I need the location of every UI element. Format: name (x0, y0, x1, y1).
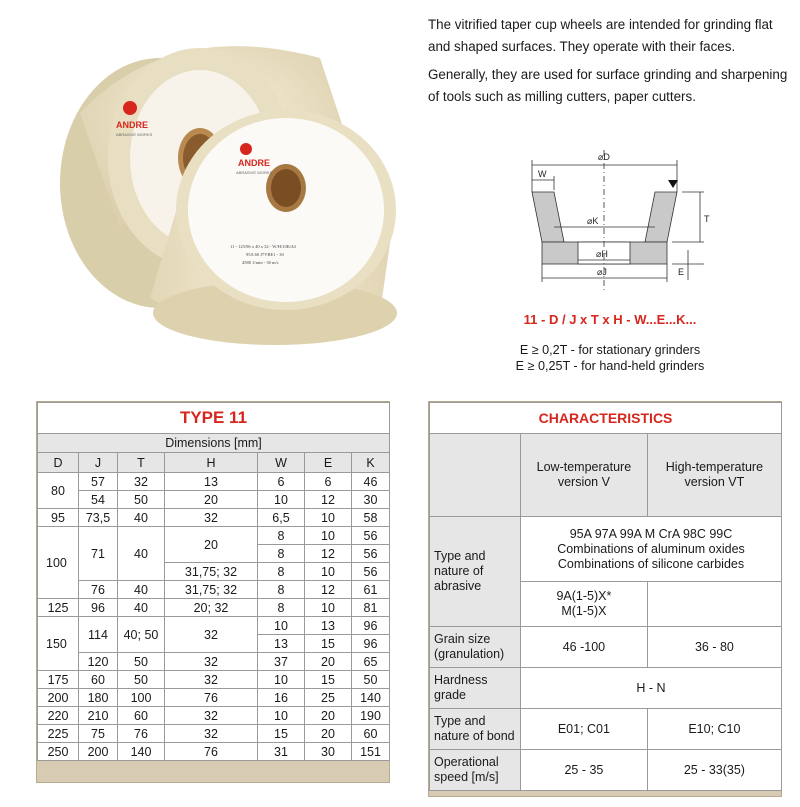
type11-table (37, 402, 390, 761)
table-row: 150 114 40; 50 32 10 13 96 (38, 617, 390, 635)
designation-formula: 11 - D / J x T x H - W...E...K... (523, 312, 697, 327)
row-hardness-label: Hardness grade (430, 668, 521, 709)
table-row: 95 73,5 40 32 6,5 10 58 (38, 509, 390, 527)
row-speed-label: Operational speed [m/s] (430, 750, 521, 791)
brand-name-back: ANDRE (116, 120, 149, 130)
brand-sub-back: ABRASIVE WORKS (116, 132, 153, 137)
col-header-v: Low-temperature version V (521, 434, 648, 517)
abrasive-vt (647, 582, 781, 627)
brand-sub-front: ABRASIVE WORKS (236, 170, 273, 175)
intro-paragraph-1: The vitrified taper cup wheels are intended for grinding flat and shaped surfaces. They operate with their faces. (428, 17, 773, 54)
cup-wheel-diagram (512, 140, 722, 300)
dimensions-label: Dimensions [mm] (38, 434, 390, 453)
characteristics-table (429, 402, 782, 791)
table-row: 125 96 40 20; 32 8 10 81 (38, 599, 390, 617)
table-row: 225 75 76 32 15 20 60 (38, 725, 390, 743)
abrasive-v: 9A(1-5)X* M(1-5)X (521, 582, 648, 627)
label-k: ⌀K (587, 216, 599, 226)
characteristics-title: CHARACTERISTICS (430, 403, 782, 434)
intro-paragraph-2: Generally, they are used for surface grinding and sharpening of tools such as milling cutters, paper cutters. (428, 67, 788, 104)
wheel-label-line2: 95A 60 J7VBE1 - 30 (246, 252, 284, 257)
label-d: ⌀D (598, 152, 610, 162)
table-row: 31,75; 32 8 10 56 (38, 563, 390, 581)
table-row: 13 15 96 (38, 635, 390, 653)
row-bond-label: Type and nature of bond (430, 709, 521, 750)
col-h: H (165, 453, 258, 473)
table-row: 8 12 56 (38, 545, 390, 563)
brand-name-front: ANDRE (238, 158, 271, 168)
table-row: 100 71 40 20 8 10 56 (38, 527, 390, 545)
type11-title: TYPE 11 (38, 403, 390, 434)
col-k: K (352, 453, 390, 473)
col-j: J (79, 453, 118, 473)
column-header-row (38, 453, 390, 473)
table-row: 175 60 50 32 10 15 50 (38, 671, 390, 689)
col-header-vt: High-temperature version VT (647, 434, 781, 517)
row-grain-label: Grain size (granulation) (430, 627, 521, 668)
label-e: E (678, 267, 685, 277)
col-w: W (258, 453, 305, 473)
table-row: 200 180 100 76 16 25 140 (38, 689, 390, 707)
col-d: D (38, 453, 79, 473)
row-abrasive-label: Type and nature of abrasive (430, 517, 521, 627)
grain-vt: 36 - 80 (647, 627, 781, 668)
label-t: T (704, 214, 710, 224)
bond-v: E01; C01 (521, 709, 648, 750)
note-stationary: E ≥ 0,2T - for stationary grinders (519, 343, 701, 357)
abrasive-common: 95A 97A 99A M CrA 98C 99C Combinations of aluminum oxides Combinations of silicone carbides (521, 517, 782, 582)
label-j: ⌀J (597, 267, 607, 277)
table-row: 220 210 60 32 10 20 190 (38, 707, 390, 725)
table-row: 80 57 32 13 6 6 46 (38, 473, 390, 491)
speed-v: 25 - 35 (521, 750, 648, 791)
table-row: 120 50 32 37 20 65 (38, 653, 390, 671)
wheel-label-line1: 11 - 125/96 x 40 x 32 - W/H/10K/44 (230, 244, 296, 249)
corner-cell (430, 434, 521, 517)
note-hand-held: E ≥ 0,25T - for hand-held grinders (515, 359, 705, 373)
arrow-icon (668, 180, 678, 188)
wheel-label-line3: 4580 1/min - 30 m/s (242, 260, 279, 265)
type11-panel (36, 401, 390, 783)
label-w: W (538, 169, 547, 179)
bond-vt: E10; C10 (647, 709, 781, 750)
speed-vt: 25 - 33(35) (647, 750, 781, 791)
table-row: 54 50 20 10 12 30 (38, 491, 390, 509)
col-e: E (305, 453, 352, 473)
grinder-notes (440, 342, 780, 374)
grain-v: 46 -100 (521, 627, 648, 668)
hardness-value: H - N (521, 668, 782, 709)
table-row: 250 200 140 76 31 30 151 (38, 743, 390, 761)
characteristics-panel (428, 401, 782, 797)
product-photo (50, 28, 410, 348)
col-t: T (118, 453, 165, 473)
table-row: 76 40 31,75; 32 8 12 61 (38, 581, 390, 599)
label-h: ⌀H (596, 249, 608, 259)
